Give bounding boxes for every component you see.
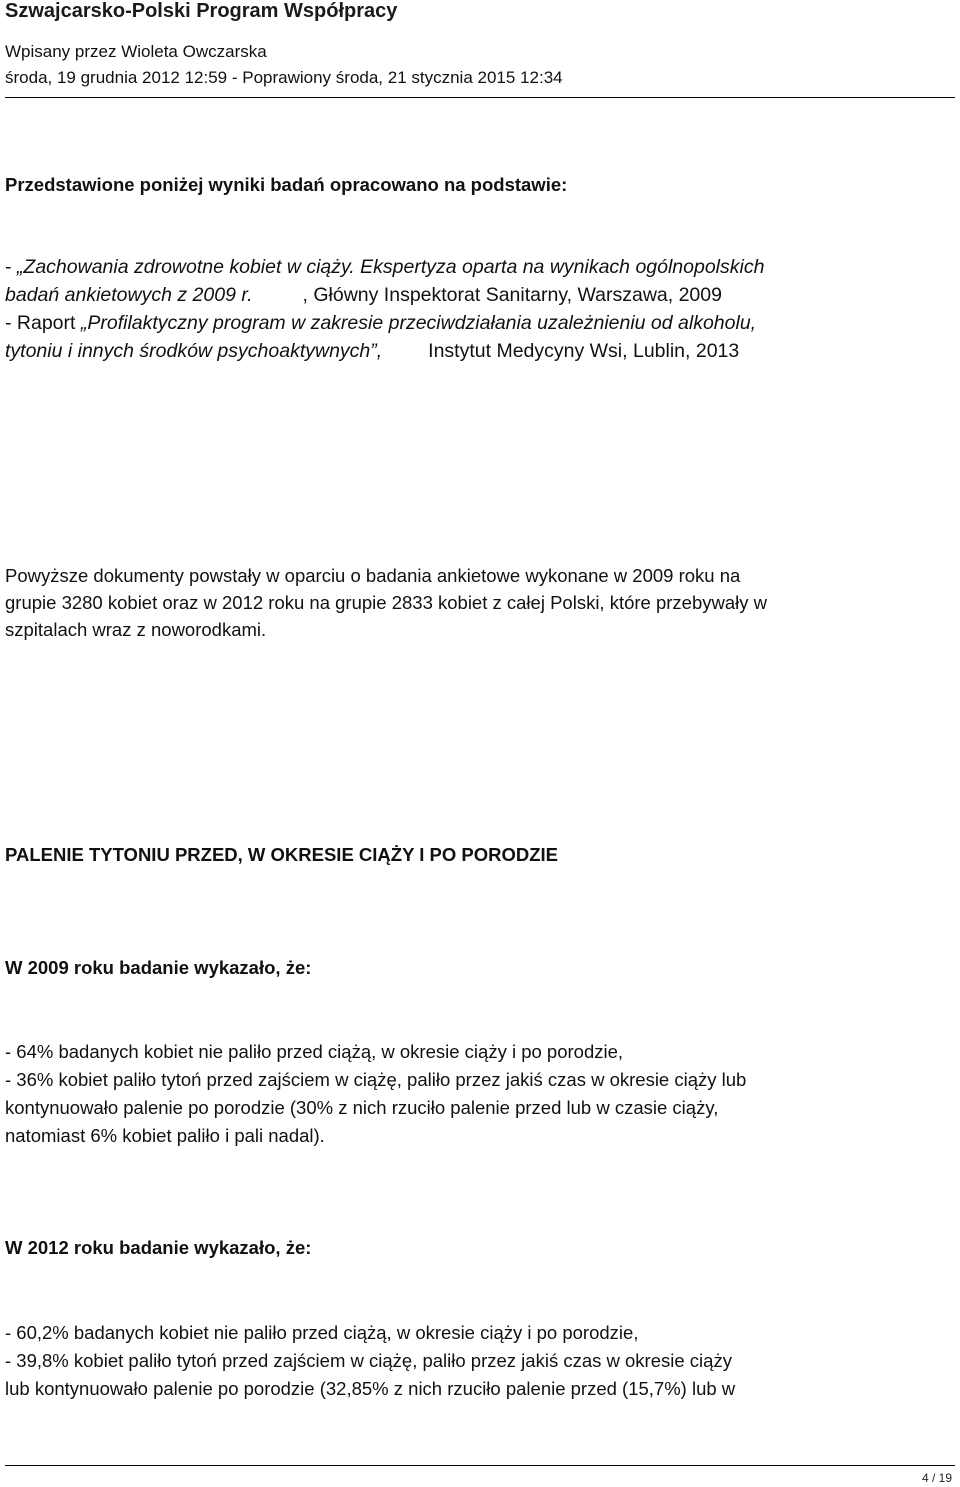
y2012-line-3: lub kontynuowało palenie po porodzie (32,85% z nich rzuciło palenie przed (15,7%) lub w [5,1378,736,1399]
y2012-line-1: - 60,2% badanych kobiet nie paliło przed ciążą, w okresie ciąży i po porodzie, [5,1322,639,1343]
source-item-1-line-2 [5,282,722,308]
source-item-2-title-b: tytoniu i innych środków psychoaktywnych”, [5,340,383,362]
source-item-1-title-a: „Zachowania zdrowotne kobiet w ciąży. Ekspertyza oparta na wynikach ogólnopolskich [16,256,765,278]
y2012-line-2: - 39,8% kobiet paliło tytoń przed zajściem w ciążę, paliło przez jakiś czas w okresie ciąży [5,1350,732,1371]
source-item-2-prefix: - Raport [5,312,81,334]
footer-divider [5,1465,955,1466]
sources-heading: Przedstawione poniżej wyniki badań opracowano na podstawie: [5,174,568,195]
intro-line-2: grupie 3280 kobiet oraz w 2012 roku na grupie 2833 kobiet z całej Polski, które przebywały w [5,592,768,613]
source-item-2-title-a: „Profilaktyczny program w zakresie przeciwdziałania uzależnieniu od alkoholu, [80,312,757,334]
source-item-1-line-1 [5,254,764,280]
source-item-1-title-b: badań ankietowych z 2009 r. [5,284,253,306]
y2009-line-4: natomiast 6% kobiet paliło i pali nadal). [5,1125,325,1146]
page-number: 4 / 19 [921,1471,952,1485]
source-item-2-publisher: Instytut Medycyny Wsi, Lublin, 2013 [428,340,740,362]
section-title: PALENIE TYTONIU PRZED, W OKRESIE CIĄŻY I PO PORODZIE [5,844,559,865]
y2009-line-3: kontynuowało palenie po porodzie (30% z nich rzuciło palenie przed lub w czasie ciąży, [5,1097,719,1118]
source-item-2-line-2 [5,338,739,364]
y2012-heading: W 2012 roku badanie wykazało, że: [5,1237,312,1258]
y2009-line-1: - 64% badanych kobiet nie paliło przed ciążą, w okresie ciąży i po porodzie, [5,1041,624,1062]
intro-line-1: Powyższe dokumenty powstały w oparciu o badania ankietowe wykonane w 2009 roku na [5,565,741,586]
y2009-line-2: - 36% kobiet paliło tytoń przed zajściem w ciążę, paliło przez jakiś czas w okresie ciąży lub [5,1069,747,1090]
date-line: środa, 19 grudnia 2012 12:59 - Poprawiony środa, 21 stycznia 2015 12:34 [5,68,563,87]
source-item-1-dash: - [5,256,17,278]
y2009-heading: W 2009 roku badanie wykazało, że: [5,957,312,978]
source-item-2-line-1 [5,310,756,336]
source-item-1-publisher: , Główny Inspektorat Sanitarny, Warszawa, 2009 [302,284,722,306]
author-line: Wpisany przez Wioleta Owczarska [5,42,267,61]
site-title: Szwajcarsko-Polski Program Współpracy [5,0,398,22]
intro-line-3: szpitalach wraz z noworodkami. [5,619,267,640]
header-divider [5,97,955,98]
